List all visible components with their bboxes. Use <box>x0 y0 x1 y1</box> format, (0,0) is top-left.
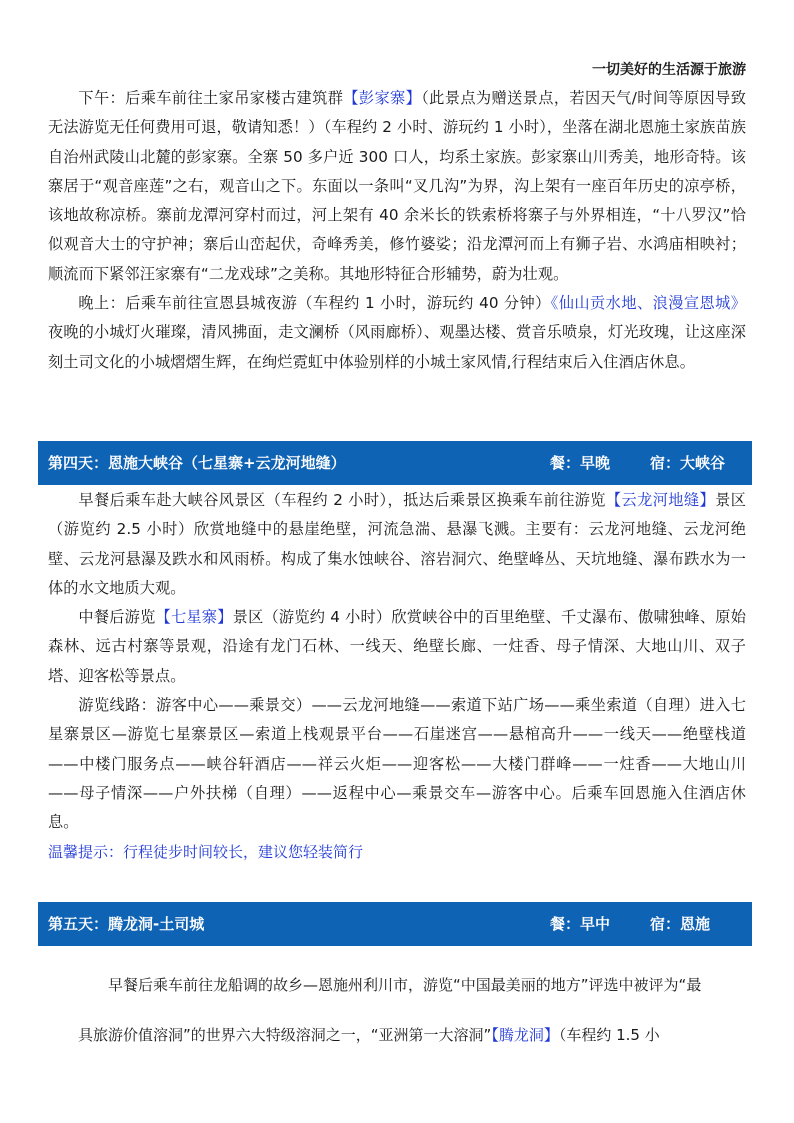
day5-header-bar <box>38 902 752 946</box>
day5-line-1: 早餐后乘车前往龙船调的故乡—恩施州利川市，游览“中国最美丽的地方”评选中被评为“最 <box>108 976 702 994</box>
xuanen-highlight: 《仙山贡水地、浪漫宣恩城》 <box>550 294 747 313</box>
tenglongdong-highlight: 【腾龙洞】 <box>491 1026 559 1044</box>
day5-content <box>48 960 746 1060</box>
day4-meal: 餐：早晚 <box>550 454 611 472</box>
yunlonghe-highlight: 【云龙河地缝】 <box>605 491 716 509</box>
day3-afternoon-evening <box>48 84 746 377</box>
day5-stay: 宿：恩施 <box>650 915 711 933</box>
qixingzhai-highlight: 【七星寨】 <box>155 608 233 627</box>
day4-content <box>48 486 746 867</box>
day4-route: 游览线路：游客中心——乘景交）——云龙河地缝——索道下站广场——乘坐索道（自理）进入七星寨景区—游览七星寨景区—索道上栈观景平台——石崖迷宫——悬棺高升——一线天——绝壁栈道——中楼门服务点——峡谷轩酒店——祥云火炬——迎客松——大楼门群峰——一炷香——大地山川——母子情深——户外扶梯（自理）——返程中心—乘景交车—游客中心。后乘车回恩施入住酒店休息。 <box>48 696 746 832</box>
day4-tip: 温馨提示：行程徒步时间较长，建议您轻装简行 <box>48 842 364 861</box>
day5-meal: 餐：早中 <box>550 915 611 933</box>
evening-paragraph: 晚上：后乘车前往宣恩县城夜游（车程约 1 小时，游玩约 40 分钟）《仙山贡水地、浪漫宣恩城》夜晚的小城灯火璀璨，清风拂面，走文澜桥（风雨廊桥）、观墨达楼、赏音乐喷泉，灯光玫瑰，让这座深刻土司文化的小城熠熠生辉，在绚烂霓虹中体验别样的小城土家风情,行程结束后入住酒店休息。 <box>48 294 747 371</box>
day4-header-bar <box>38 441 752 485</box>
pengjiazhai-highlight: 【彭家寨】 <box>343 89 422 107</box>
day5-line-2: 具旅游价值溶洞”的世界六大特级溶洞之一，“亚洲第一大溶洞”【腾龙洞】（车程约 1.5 小 <box>78 1026 660 1044</box>
day4-paragraph-2: 中餐后游览【七星寨】景区（游览约 4 小时）欣赏峡谷中的百里绝壁、千丈瀑布、傲啸独峰、原始森林、远古村寨等景观，沿途有龙门石林、一线天、绝壁长廊、一炷香、母子情深、大地山川、双子塔、迎客松等景点。 <box>48 608 746 685</box>
day4-stay: 宿：大峡谷 <box>650 454 726 472</box>
header-tagline: 一切美好的生活源于旅游 <box>592 62 746 78</box>
day4-title: 第四天：恩施大峡谷（七星寨+云龙河地缝） <box>48 454 346 472</box>
day4-paragraph-1: 早餐后乘车赴大峡谷风景区（车程约 2 小时），抵达后乘景区换乘车前往游览【云龙河地缝】景区（游览约 2.5 小时）欣赏地缝中的悬崖绝壁，河流急湍、悬瀑飞溅。主要有：云龙河地缝、云龙河绝壁、云龙河悬瀑及跌水和风雨桥。构成了集水蚀峡谷、溶岩洞穴、绝壁峰丛、天坑地缝、瀑布跌水为一体的水文地质大观。 <box>48 491 746 597</box>
day5-title: 第五天：腾龙洞-土司城 <box>48 915 205 933</box>
afternoon-paragraph: 下午：后乘车前往土家吊家楼古建筑群【彭家寨】（此景点为赠送景点，若因天气/时间等原因导致无法游览无任何费用可退，敬请知悉！）（车程约 2 小时、游玩约 1 小时），坐落在湖北恩施土家族苗族自治州武陵山北麓的彭家寨。全寨 50 多户近 300 口人，均系土家族。彭家寨山川秀美，地形奇特。该寨居于“观音座莲”之右，观音山之下。东面以一条叫“叉几沟”为界，沟上架有一座百年历史的凉亭桥，该地故称凉桥。寨前龙潭河穿村而过，河上架有 40 余米长的铁索桥将寨子与外界相连，“十八罗汉”恰似观音大士的守护神；寨后山峦起伏，奇峰秀美，修竹婆娑；沿龙潭河而上有狮子岩、水鸿庙相映衬；顺流而下紧邻汪家寨有“二龙戏球”之美称。其地形特征合形辅势，蔚为壮观。 <box>48 89 747 283</box>
